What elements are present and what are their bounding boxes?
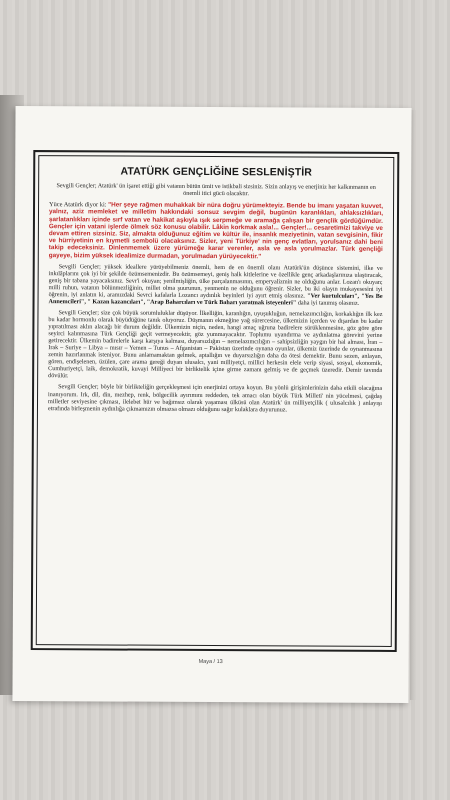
page-footer: Maya / 13 <box>198 658 223 666</box>
ataturk-quote <box>49 201 383 260</box>
intro-paragraph: Sevgili Gençler; Atatürk' ün işaret ettiği gibi vatanın bütün ümit ve istikbali sizsiniz. Sizin anlayış ve enerjiniz her kalkınmanın en önemli itici gücü olacaktır. <box>56 183 376 198</box>
paragraph-2 <box>49 264 383 308</box>
article-frame-inner <box>36 155 395 647</box>
paragraph-2-start: Sevgili Gençler; yüksek ideallere yürüyebilmeniz önemli, hem de en önemli olanı Atatürk'ün düşünce sistemini, ilke ve inkılâplarını çok iyi bir şekilde özümsemenizdir. Bu özümsemeyi, geniş halk kitlelerine ve özellikle genç arkadaşlarınıza ulaştıracak, geniş bir tabana yayacaksınız. Sevr'i okuyan; yenilmişliğin, ülke parçalanmasının, emperyalizmin ne olduğunu anlar. Lozan'ı okuyan; milli ruhun, vatanın bölünmezliğinin, millet olma şuurunun, yenmenin ne olduğunu öğrenir. Sizler, bu iki olayın mukayesesini iyi öğrenin, iyi anlatın ki, aramızdaki Sevrci kafalarla Lozancı aydınlık beyinleri iyi ayırt etmiş olasınız. <box>48 263 383 300</box>
paragraph-2-end: daha iyi tanımış olasınız. <box>296 300 360 307</box>
magazine-page <box>12 106 411 703</box>
article-title: ATATÜRK GENÇLİĞİNE SESLENİŞTİR <box>120 165 312 179</box>
paragraph-4: Sevgili Gençler; böyle bir birlikteliğin gerçekleşmesi için enerjinizi ortaya koyun. Bu yönlü girişimlerinizin daha etkili olacağına inanıyorum. Irk, dil, din, mezhep, renk, bölgecilik ayırımını reddeden, tek amacı olan büyük Türk Milleti' nin yücelmesi, çağdaş milletler seviyesine çıkması, ilelebet hür ve bağımsız olarak yaşaması ülküsü olan Atatürk' ün milliyetçilik ( ulusalcılık ) anlayışı etrafında birleşmenin aydınlığa çıkmamızın olmazsa olmazı olduğunu sağır kulaklara duyurunuz. <box>47 384 383 414</box>
article-frame <box>31 150 400 652</box>
quote-text: "Her şeye rağmen muhakkak bir nüra doğru yürümekteyiz. Bende bu imanı yaşatan kuvvet, yalnız, aziz memleket ve milletim hakkındaki sonsuz sevgim değil, bugünün karanlıkları, ahlaksızlıkları, şarlatanlıkları içinde sırf vatan ve hakikat aşkıyla ışık serpmeğe ve aramağa çalışan bir gençlik gördüğümdür. Gençler için vatani işlerde ölmek söz konusu olabilir. Lâkin korkmak asla!... Gençler!... cesaretimizi takviye ve devam ettiren sizsiniz. Siz, almakta olduğunuz eğitim ve kültür ile, insanlık meziyetinin, vatan sevgisinin, fikir ve hürriyetinin en kıymetli sembolü olacaksınız. Sizler, yeni Türkiye' nin genç evlatları, yorulsanız dahi beni takip edeceksiniz. Dinlenmemek üzere yürümeğe karar verenler, asla ve asla yorulmazlar. Türk gençliği gayeye, bizim yüksek idealimize durmadan, yorulmadan yürüyecektir." <box>48 201 384 260</box>
paragraph-2-bold: "Ver kurtulcuları", "Yes Be Annemcileri", " Kazan kazancıları", "Arap Baharcıları ve Türk Baharı yaratmak isteyenleri" <box>48 293 383 307</box>
quote-lead: Yüce Atatürk diyor ki: <box>49 201 109 209</box>
paragraph-3: Sevgili Gençler; size çok büyük sorumluluklar düşüyor. İlkelliğin, karanlığın, uyuşukluğun, nemelazımcılığın, korkaklığın ilk kez bu kadar hormonlu olarak büyüdüğüne tanık oluyoruz. Düşmanın ekmeğine yağ sürercesine, ülkemizin içerden ve dışardan bu kadar yıpratılması aklın alacağı bir durum değildir. Ülkemizin niçin, neden, hangi amaç uğruna badirelere sürüklenmesine, göz göre göre seyirci kalınmasına Türk Gençliği geçit vermeyecektir, göz yummayacaktır. Toplumu uyandırma ve aydınlatma görevini yerine getirecektir. Ülkemin badirelerle karşı karşıya kalması, duyarsızlığın – nemelazımcılığın – sahipsizliğin yaygın bir hal alması, İran – Irak – Suriye – Libya – mısır – Yemen – Tunus – Afganistan – Pakistan üzerinde oynana oyunlar, ülkemiz üzerinde de oynanmasına zemin hazırlanmak isteniyor. Bunu anlamamaktan gelmek, aptallığın ve duyarsızlığın daha da ötesi demektir. Bunu sezen, anlayan, gören, endişelenen, üzülen, çare arama gereği duyan ulusalcı, yani milliyetçi, millici herkesin elele verip siyasi, sosyal, ekonomik, Cumhuriyetçi, laik, demokratik, kuvayi Milliyeci bir birliktelik içine girme zamanı gelmiş ve de geçmek üzeredir. Demir tavında dövülür. <box>48 310 383 380</box>
